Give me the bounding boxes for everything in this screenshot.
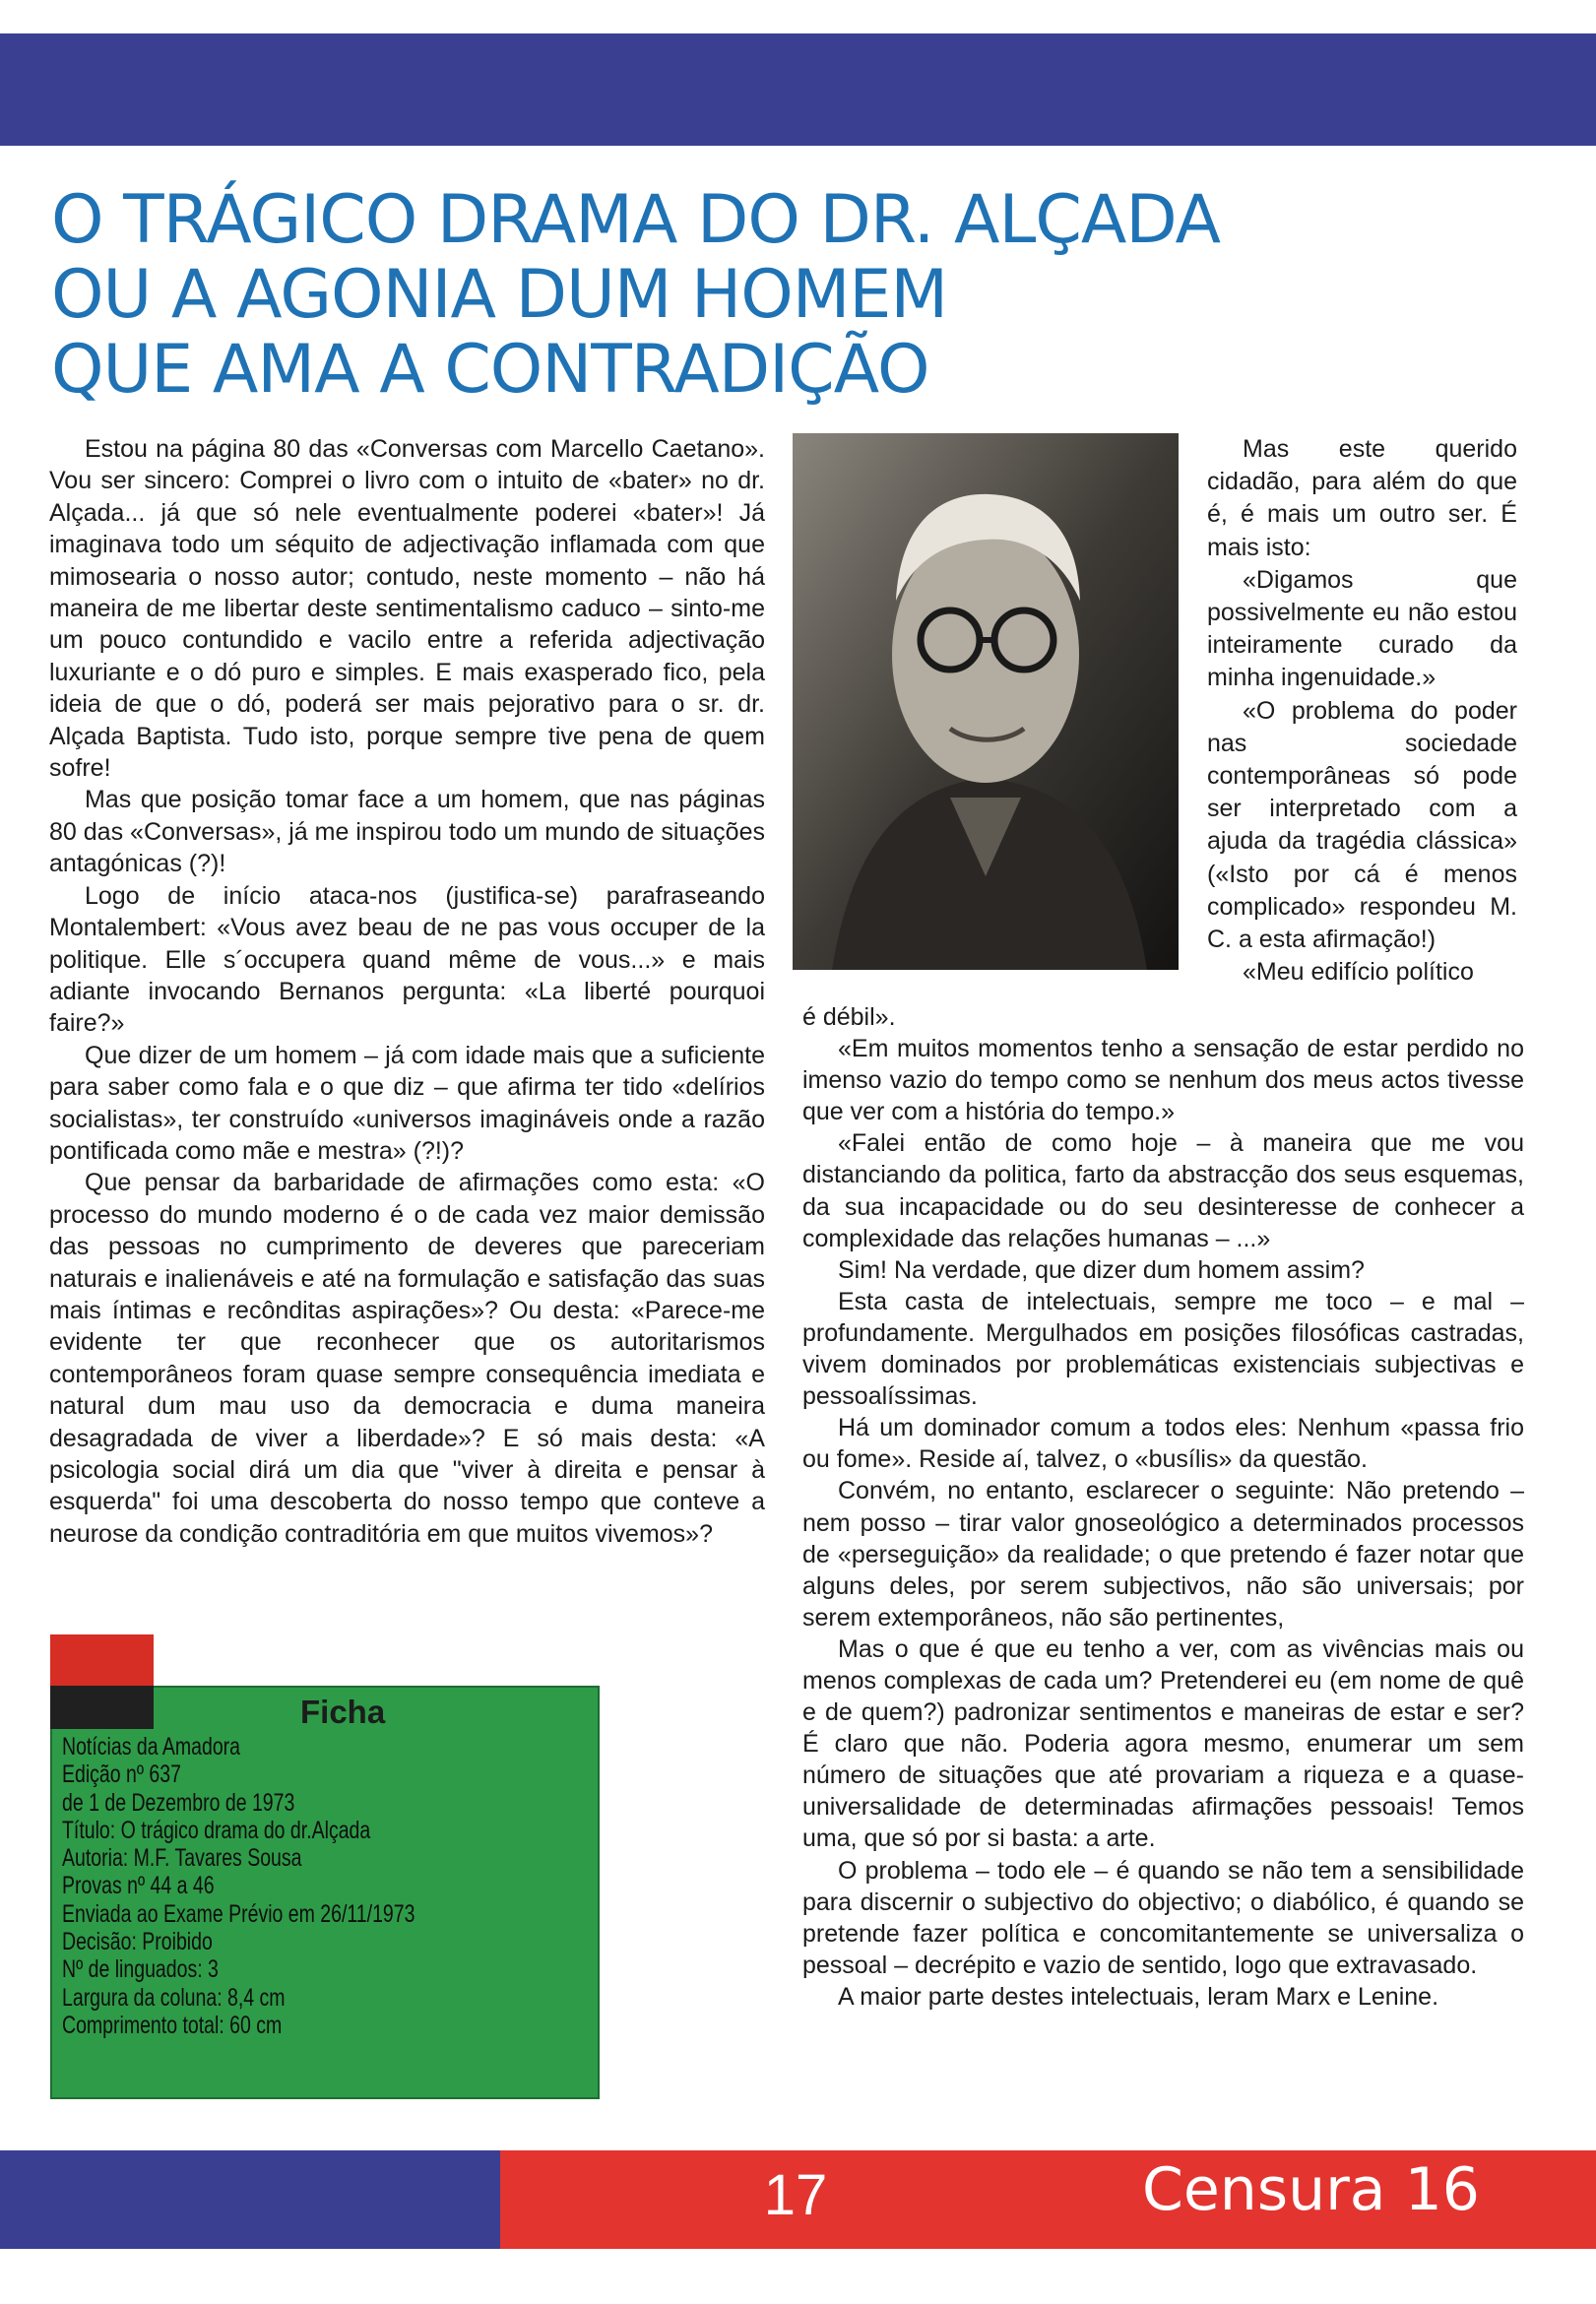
right-top-paragraph-1: Mas este querido cidadão, para além do que é, é mais um outro ser. É mais isto: [1207,435,1517,561]
right-paragraph-4: Sim! Na verdade, que dizer dum homem assim? [838,1255,1365,1284]
right-paragraph-1: é débil». [802,1003,896,1031]
ficha-details-list [62,1733,415,2039]
ficha-line: de 1 de Dezembro de 1973 [62,1788,295,1817]
left-text-column [49,433,765,1550]
right-paragraph-5: Esta casta de intelectuais, sempre me toco – e mal – profundamente. Mergulhados em posições filosóficas castradas, vivem dominados por problemáticas existenciais subjectivas e pessoalíssimas. [802,1287,1524,1411]
portrait-illustration [793,433,1179,970]
left-paragraph-4: Que dizer de um homem – já com idade mais que a suficiente para saber como fala e o que diz – que afirma ter tido «delírios socialistas», ter construído «universos imagináveis onde a razão pontificada como mãe e mestra» (?!)? [49,1041,765,1165]
right-top-paragraph-2: «Digamos que possivelmente eu não estou inteiramente curado da minha ingenuidade.» [1207,565,1517,692]
right-paragraph-6: Há um dominador comum a todos eles: Nenhum «passa frio ou fome». Reside aí, talvez, o «busílis» da questão. [802,1414,1524,1474]
magazine-title: Censura 16 [1142,2155,1480,2224]
right-paragraph-9: O problema – todo ele – é quando se não tem a sensibilidade para discernir o subjectivo do objectivo; o diabólico, é quando se pretende fazer política e concomitantemente se universaliza o pessoal – decrépito e vazio de sentido, logo que extravasado. [802,1856,1524,1979]
ficha-black-tab [50,1686,154,1729]
page-number: 17 [763,2163,828,2227]
right-paragraph-8: Mas o que é que eu tenho a ver, com as vivências mais ou menos complexas de cada um? Pretenderei eu (em nome de quê e de quem?) padronizar sentimentos e maneiras de estar e ser? É claro que não. Poderia agora mesmo, enumerar um sem número de situações que até provariam a riqueza e a quase-universalidade de determinadas afirmações pessoais! Temos uma, que só por si basta: a arte. [802,1634,1524,1853]
right-paragraph-10: A maior parte destes intelectuais, leram Marx e Lenine. [838,1982,1439,2011]
ficha-line: Edição nº 637 [62,1760,181,1789]
ficha-line: Título: O trágico drama do dr.Alçada [62,1816,371,1844]
author-portrait-photo [793,433,1179,970]
headline-line-3: QUE AMA A CONTRADIÇÃO [51,331,929,409]
right-top-paragraph-3: «O problema do poder nas sociedade contemporâneas só pode ser interpretado com a ajuda da tragédia clássica» («Isto por cá é menos complicado» respondeu M. C. a esta afirmação!) [1207,696,1517,954]
ficha-line: Nº de linguados: 3 [62,1955,219,1984]
ficha-line: Autoria: M.F. Tavares Sousa [62,1844,302,1873]
right-paragraph-7: Convém, no entanto, esclarecer o seguinte: Não pretendo – nem posso – tirar valor gnoseológico a determinados processos de «perseguição» da realidade; o que pretendo é fazer notar que alguns deles, por serem subjectivos, não são universais; por serem extemporâneos, não são pertinentes, [802,1477,1524,1632]
ficha-line: Enviada ao Exame Prévio em 26/11/1973 [62,1899,415,1928]
top-color-band [0,33,1596,146]
ficha-line: Decisão: Proibido [62,1928,213,1956]
article-headline [51,183,1479,408]
ficha-line: Comprimento total: 60 cm [62,2011,283,2039]
ficha-line: Largura da coluna: 8,4 cm [62,1983,286,2012]
footer-blue-band [0,2150,500,2249]
right-top-paragraph-4: «Meu edifício político [1243,958,1474,987]
right-paragraph-2: «Em muitos momentos tenho a sensação de estar perdido no imenso vazio do tempo como se nenhum dos meus actos tivesse que ver com a história do tempo.» [802,1035,1524,1126]
headline-line-1: O TRÁGICO DRAMA DO DR. ALÇADA [51,181,1221,259]
ficha-line: Provas nº 44 a 46 [62,1872,215,1900]
right-paragraph-3: «Falei então de como hoje – à maneira que me vou distanciando da politica, farto da abstracção dos seus esquemas, da sua incapacidade ou do seu desinteresse de conhecer a complexidade das relações humanas – ...» [802,1129,1524,1252]
right-text-column-top [1207,433,1517,989]
headline-line-2: OU A AGONIA DUM HOMEM [51,256,948,334]
ficha-title: Ficha [300,1694,386,1730]
right-text-column [802,1001,1524,2013]
left-paragraph-1: Estou na página 80 das «Conversas com Marcello Caetano». Vou ser sincero: Comprei o livro com o intuito de «bater» no dr. Alçada... já que só nele eventualmente poderei «bater»! Já imaginava todo um séquito de adjectivação inflamada com que mimosearia o nosso autor; contudo, neste momento – não há maneira de me libertar deste sentimentalismo caduco – sinto-me um pouco contundido e vacilo entre a referida adjectivação luxuriante e o dó puro e simples. E mais exasperado fico, pela ideia de que o dó, poderá ser mais pejorativo para o sr. dr. Alçada Baptista. Tudo isto, porque sempre tive pena de quem sofre! [49,435,765,783]
left-paragraph-3: Logo de início ataca-nos (justifica-se) parafraseando Montalembert: «Vous avez beau de ne pas vous occuper de la politique. Elle s´occupera quand même de vous...» e mais adiante invocando Bernanos pergunta: «La liberté pourquoi faire?» [49,881,765,1038]
left-paragraph-5: Que pensar da barbaridade de afirmações como esta: «O processo do mundo moderno é o de cada vez maior demissão das pessoas no cumprimento de deveres que pareceriam naturais e inalienáveis e até na formulação e satisfação das suas mais íntimas e recônditas aspirações»? Ou desta: «Parece-me evidente ter que reconhecer que os autoritarismos contemporâneos foram quase sempre consequência imediata e natural dum mau uso da democracia e duma maneira desagradada de viver a liberdade»? E só mais desta: «A psicologia social dirá um dia que "viver à direita e pensar à esquerda" foi uma descoberta do nosso tempo que conteve a neurose da condição contraditória em que muitos vivemos»? [49,1169,765,1548]
left-paragraph-2: Mas que posição tomar face a um homem, que nas páginas 80 das «Conversas», já me inspirou todo um mundo de situações antagónicas (?)! [49,786,765,878]
ficha-line: Notícias da Amadora [62,1733,241,1760]
